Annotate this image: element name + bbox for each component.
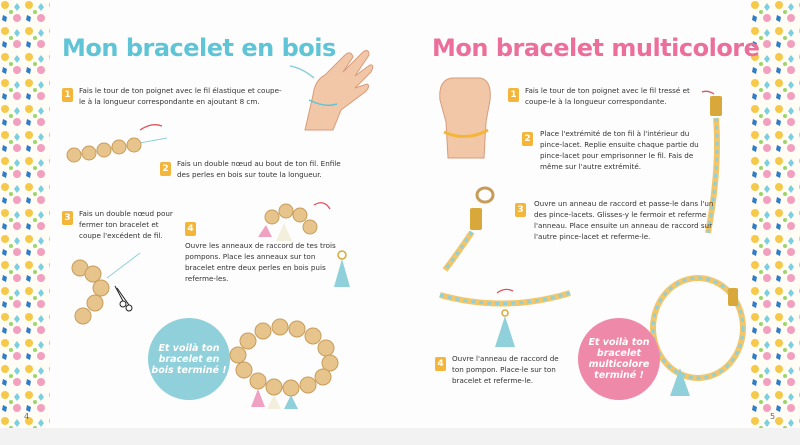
page-number-left: 4: [24, 412, 30, 421]
pattern-icon: [0, 0, 50, 428]
left-title: Mon bracelet en bois: [62, 34, 336, 62]
step-text-3: Fais un double nœud pour fermer ton bracelet et coupe l'excédent de fil.: [79, 209, 173, 240]
step-text-2: Fais un double nœud au bout de ton fil. Enfile des perles en bois sur toute la longueur.: [177, 159, 341, 179]
arrow-icon: [288, 64, 318, 84]
step-badge-3: 3: [62, 211, 73, 225]
wood-beads-icon: [62, 118, 172, 168]
step-text-r4: Ouvre l'anneau de raccord de ton pompon. Place-le sur ton bracelet et referme-le.: [452, 354, 559, 385]
step-text-r1: Fais le tour de ton poignet avec le fil tressé et coupe-le à la longueur correspondante.: [525, 86, 690, 106]
step-badge-r2: 2: [522, 132, 533, 146]
hand-icon: [430, 70, 500, 160]
pattern-icon: [750, 0, 800, 428]
clasp-icon: [440, 180, 500, 275]
completion-bubble-left: Et voilà ton bracelet en bois terminé !: [148, 318, 230, 400]
right-title: Mon bracelet multicolore: [432, 34, 760, 62]
step-text-1: Fais le tour de ton poignet avec le fil élastique et coupe-le à la longueur correspondante en ajoutant 8 cm.: [79, 86, 282, 106]
page-number-right: 5: [770, 412, 776, 421]
step-badge-2: 2: [160, 162, 171, 176]
step-badge-4: 4: [185, 222, 196, 236]
scissors-icon: [65, 248, 145, 333]
pattern-border-right: [750, 0, 800, 428]
step-badge-r4: 4: [435, 357, 446, 371]
step-text-r2: Place l'extrémité de ton fil à l'intérieur du pince-lacet. Replie ensuite chaque partie du pince-lacet pour emprisonner le fil. Fais de même sur l'autre extrémité.: [540, 129, 699, 171]
step-text-4: Ouvre les anneaux de raccord de tes trois pompons. Place les anneaux sur ton bracelet entre deux perles en bois puis referme-les.: [185, 241, 336, 283]
bottom-strip: [0, 428, 800, 445]
step-badge-1: 1: [62, 88, 73, 102]
pattern-border-left: [0, 0, 50, 428]
tassel-icon: [252, 195, 362, 290]
wood-beads-icon: [218, 315, 346, 410]
step-text-r3: Ouvre un anneau de raccord et passe-le dans l'un des pince-lacets. Glisses-y le fermoir et referme l'anneau. Place ensuite un anneau de raccord sur l'autre pince-lacet et referme-le.: [534, 199, 714, 241]
step-badge-r1: 1: [508, 88, 519, 102]
step-badge-r3: 3: [515, 203, 526, 217]
completion-bubble-right: Et voilà ton bracelet multicolore terminé !: [578, 318, 660, 400]
tassel-icon: [435, 285, 575, 355]
hand-icon: [285, 40, 375, 135]
